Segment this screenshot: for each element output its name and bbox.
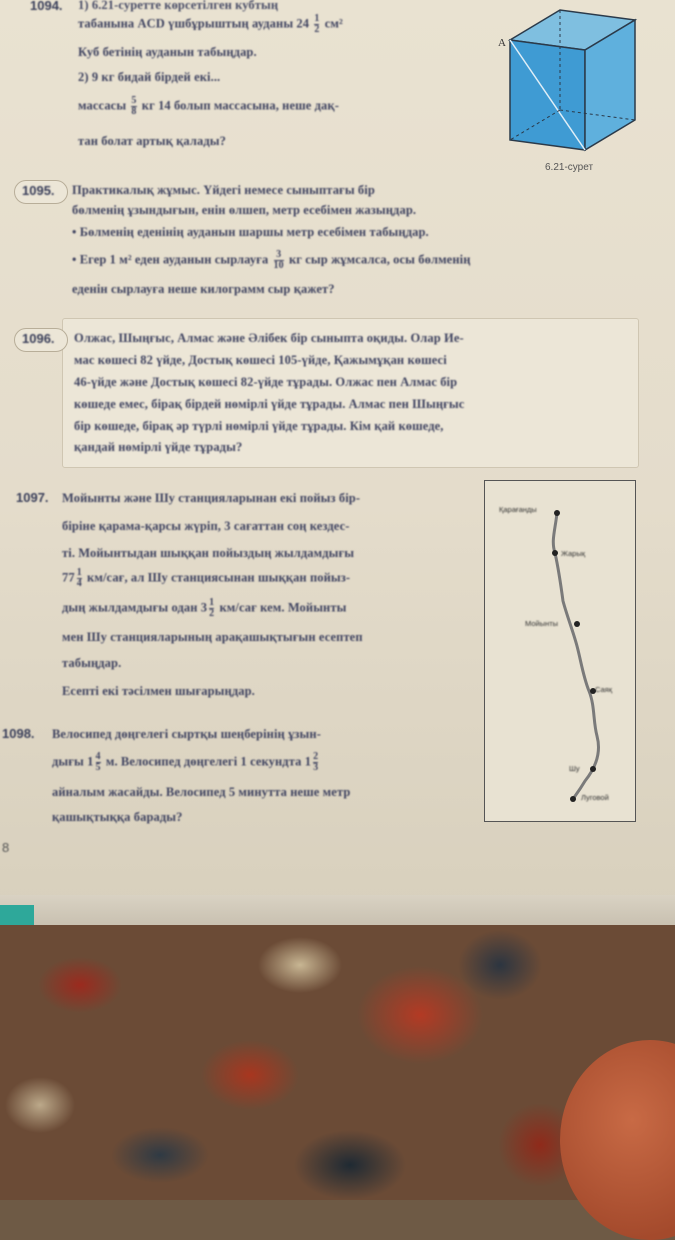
p1097-line-4 — [62, 568, 350, 589]
p1098-fraction-a: $\frac{4}{5}$ — [95, 751, 101, 773]
p1094-line-2-text: табанына ACD үшбұрыштың ауданы 24 — [78, 16, 310, 31]
p1094-line-3: Куб бетінің ауданын табыңдар. — [78, 45, 257, 59]
p1097-line-5-rest: км/сағ кем. Мойынты — [219, 600, 347, 615]
station-karagandy-marker — [554, 510, 560, 516]
p1095-line-4-rest: кг сыр жұмсалса, осы бөлменің — [288, 252, 471, 267]
p1097-line-1: Мойынты және Шу станцияларынан екі пойыз бір- — [62, 491, 361, 505]
p1096-line-5: бір көшеде, бірақ әр түрлі нөмірлі үйде тұрады. Кім қай көшеде, — [74, 419, 444, 433]
p1094-line-6: тан болат артық қалады? — [78, 134, 226, 148]
station-label-zharyk: Жарық — [561, 549, 586, 558]
p1094-fraction-a: $\frac{1}{2}$ — [314, 13, 320, 35]
p1095-fraction: $\frac{3}{10}$ — [273, 249, 284, 271]
station-label-moiynty: Мойынты — [525, 619, 559, 628]
problem-number-1098: 1098. — [2, 726, 35, 741]
p1094-line-4: 2) 9 кг бидай бірдей екі... — [78, 70, 221, 84]
p1094-line-1: 1) 6.21-суретте көрсетілген кубтың — [78, 0, 279, 12]
p1097-line-3: ті. Мойынтыдан шыққан пойыздың жылдамдығы — [62, 546, 355, 560]
problem-number-1096: 1096. — [22, 331, 55, 346]
station-lugovoy-marker — [570, 796, 576, 802]
p1096-line-1: Олжас, Шыңғыс, Алмас және Әлібек бір сыныпта оқиды. Олар Ие- — [74, 331, 464, 345]
p1094-line-5-text: массасы — [78, 98, 127, 113]
p1096-line-3: 46-үйде және Достық көшесі 82-үйде тұрады. Олжас пен Алмас бір — [74, 375, 458, 389]
problem-number-1095: 1095. — [22, 183, 55, 198]
station-zharyk-marker — [552, 550, 558, 556]
p1097-line-7: табыңдар. — [62, 656, 122, 670]
p1095-line-4 — [72, 250, 471, 271]
p1095-line-1: Практикалық жұмыс. Үйдегі немесе сыныптағы бір — [72, 183, 375, 197]
p1095-line-2: бөлменің ұзындығын, енін өлшеп, метр есебімен жазыңдар. — [72, 203, 417, 217]
p1096-line-4: көшеде емес, бірақ бірдей нөмірлі үйде тұрады. Алмас пен Шыңғыс — [74, 397, 465, 411]
cube-figure — [490, 0, 640, 160]
p1094-line-2 — [78, 14, 343, 35]
p1095-line-3: • Бөлменің еденінің ауданын шаршы метр есебімен табыңдар. — [72, 225, 429, 239]
p1098-line-1: Велосипед дөңгелегі сыртқы шеңберінің ұзын- — [52, 727, 321, 741]
p1097-whole-a: 77 — [62, 570, 75, 585]
book-cover-strip — [0, 905, 34, 925]
station-label-shu: Шу — [569, 764, 580, 773]
p1095-line-4-text: • Егер 1 м² еден ауданын сырлауға — [72, 252, 269, 267]
svg-text:A: A — [498, 37, 506, 49]
p1097-fraction-b: $\frac{1}{2}$ — [209, 597, 215, 619]
p1098-line-4: қашықтыққа барады? — [52, 810, 183, 824]
p1098-line-3: айналым жасайды. Велосипед 5 минутта неше метр — [52, 785, 351, 799]
p1097-line-4-text: км/сағ, ал Шу станциясынан шыққан пойыз- — [87, 570, 351, 585]
station-label-sayak: Саяқ — [595, 685, 613, 694]
railway-line — [485, 481, 635, 821]
p1097-line-8: Есепті екі тәсілмен шығарыңдар. — [62, 684, 255, 698]
p1094-line-5 — [78, 96, 339, 117]
p1094-unit: см² — [324, 16, 343, 31]
station-moiynty-marker — [574, 621, 580, 627]
p1097-line-5-text: дың жылдамдығы одан 3 — [62, 600, 208, 615]
problem-number-1097: 1097. — [16, 490, 49, 505]
p1097-line-5 — [62, 598, 346, 619]
p1097-line-6: мен Шу станцияларының арақашықтығын есептеп — [62, 630, 363, 644]
station-shu-marker — [590, 766, 596, 772]
problem-number-1094: 1094. — [30, 0, 63, 13]
p1094-fraction-b: $\frac{5}{8}$ — [131, 95, 137, 117]
p1097-line-2: біріне қарама-қарсы жүріп, 3 сағаттан соң кездес- — [62, 519, 350, 533]
p1096-line-2: мас көшесі 82 үйде, Достық көшесі 105-үйде, Қажымұқан көшесі — [74, 353, 447, 367]
p1094-line-5-rest: кг 14 болып массасына, неше дақ- — [141, 98, 339, 113]
railway-map-figure — [484, 480, 636, 822]
p1098-line-2-rest: м. Велосипед дөңгелегі 1 секундта 1 — [105, 754, 312, 769]
cube-figure-caption: 6.21-сурет — [545, 162, 594, 173]
station-label-lugovoy: Луговой — [581, 793, 609, 802]
p1097-fraction-a: $\frac{1}{4}$ — [76, 567, 82, 589]
p1098-line-2 — [52, 752, 320, 773]
page-number: 8 — [2, 840, 10, 855]
station-label-karagandy: Қарағанды — [499, 505, 537, 514]
p1098-fraction-b: $\frac{2}{3}$ — [313, 751, 319, 773]
page-edge — [0, 895, 675, 925]
p1098-line-2-text: дығы 1 — [52, 754, 94, 769]
p1095-line-5: еденін сырлауға неше килограмм сыр қажет? — [72, 282, 335, 296]
p1096-line-6: қандай нөмірлі үйде тұрады? — [74, 440, 243, 454]
